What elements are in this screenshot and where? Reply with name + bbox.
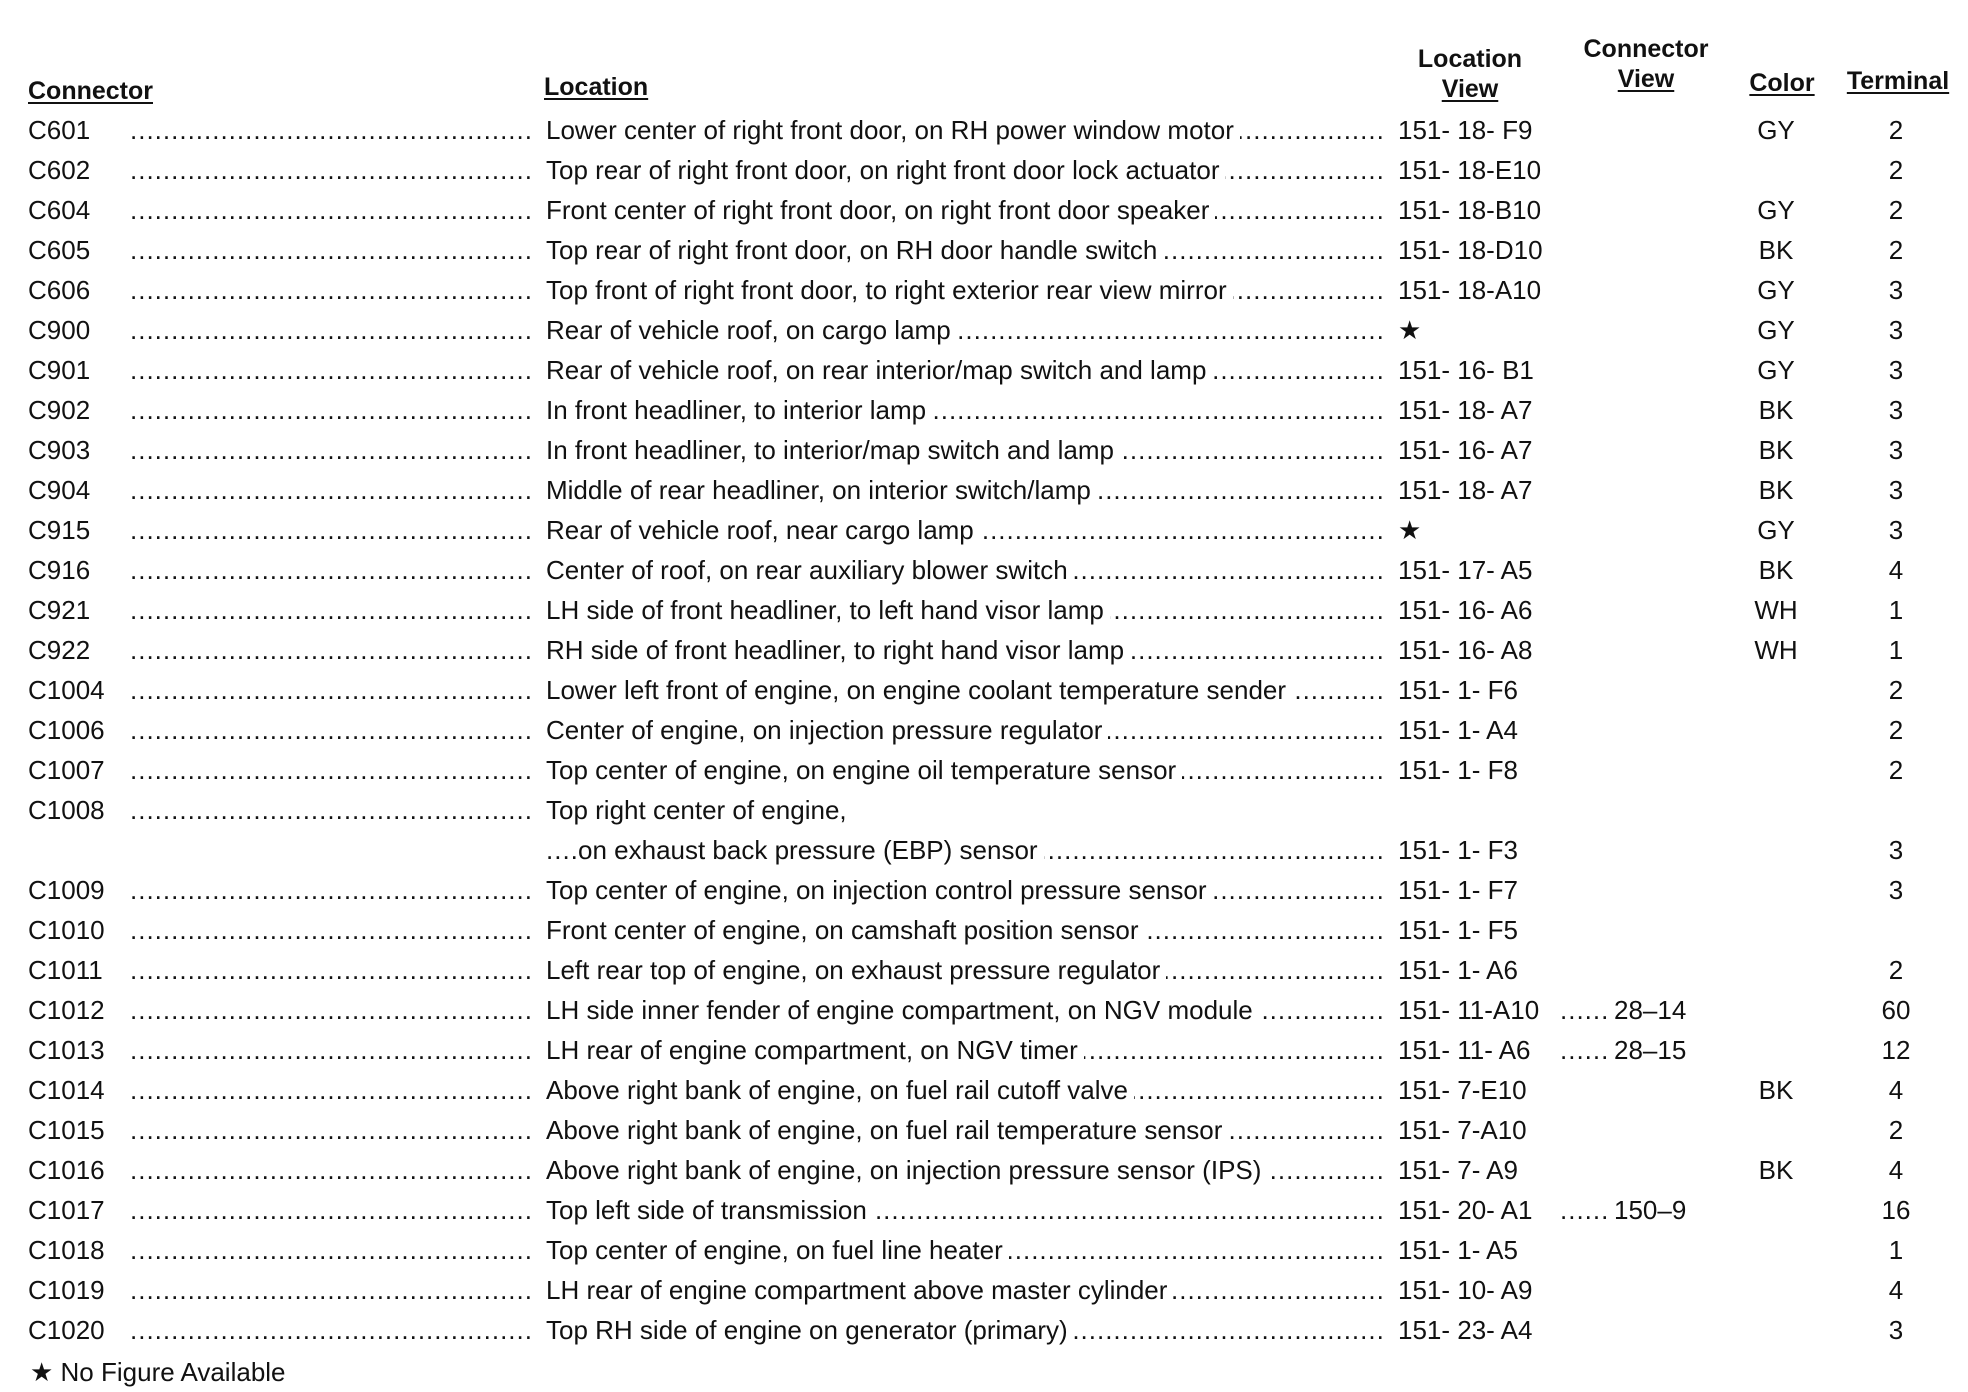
leader-dots xyxy=(130,990,532,1030)
connector-id: C1016 xyxy=(28,1155,105,1185)
connector-id: C1004 xyxy=(28,675,105,705)
leader-dots xyxy=(1560,1030,1606,1070)
connector-id: C1020 xyxy=(28,1315,105,1345)
table-row xyxy=(0,310,1968,350)
wire-color: GY xyxy=(1757,515,1795,545)
table-row xyxy=(0,1270,1968,1310)
connector-view: 28–14 xyxy=(1614,995,1687,1025)
location-text: Top front of right front door, to right exterior rear view mirror xyxy=(546,270,1233,310)
terminal-count: 2 xyxy=(1888,235,1904,265)
connector-id: C903 xyxy=(28,435,91,465)
location-text: Front center of right front door, on right front door speaker xyxy=(546,190,1215,230)
leader-dots xyxy=(1560,990,1606,1030)
location-view: 151- 18-B10 xyxy=(1398,195,1542,225)
location-view: 151- 10- A9 xyxy=(1398,1275,1533,1305)
table-row xyxy=(0,190,1968,230)
leader-dots xyxy=(130,1270,532,1310)
wire-color: GY xyxy=(1757,115,1795,145)
location-text: Lower center of right front door, on RH power window motor xyxy=(546,110,1240,150)
connector-id: C1012 xyxy=(28,995,105,1025)
location-text: In front headliner, to interior lamp xyxy=(546,390,932,430)
leader-dots xyxy=(130,630,532,670)
terminal-count: 1 xyxy=(1888,595,1904,625)
leader-dots xyxy=(130,710,532,750)
connector-id: C601 xyxy=(28,115,91,145)
wire-color: GY xyxy=(1757,355,1795,385)
location-text: Center of roof, on rear auxiliary blower switch xyxy=(546,550,1074,590)
leader-dots xyxy=(130,190,532,230)
terminal-count: 3 xyxy=(1888,1315,1904,1345)
terminal-count: 4 xyxy=(1888,1155,1904,1185)
leader-dots xyxy=(130,1310,532,1350)
terminal-count: 3 xyxy=(1888,435,1904,465)
leader-dots xyxy=(130,670,532,710)
table-row xyxy=(0,670,1968,710)
leader-dots xyxy=(130,950,532,990)
location-view: 151- 18- A7 xyxy=(1398,475,1533,505)
leader-dots xyxy=(130,910,532,950)
location-view: 151- 7-A10 xyxy=(1398,1115,1527,1145)
location-text: LH side inner fender of engine compartment, on NGV module xyxy=(546,990,1259,1030)
connector-id: C1010 xyxy=(28,915,105,945)
terminal-count: 2 xyxy=(1888,955,1904,985)
connector-view: 28–15 xyxy=(1614,1035,1687,1065)
table-row xyxy=(0,470,1968,510)
table-row xyxy=(0,430,1968,470)
location-view: 151- 1- F3 xyxy=(1398,835,1518,865)
wire-color: GY xyxy=(1757,315,1795,345)
location-text: on exhaust back pressure (EBP) sensor xyxy=(578,830,1044,870)
location-view: 151- 7-E10 xyxy=(1398,1075,1527,1105)
location-view: 151- 1- A4 xyxy=(1398,715,1518,745)
header-location-view-line2: View xyxy=(1441,75,1499,103)
location-view: ★ xyxy=(1398,315,1422,345)
connector-id: C1017 xyxy=(28,1195,105,1225)
location-view: 151- 18- F9 xyxy=(1398,115,1533,145)
connector-id: C900 xyxy=(28,315,91,345)
wire-color: BK xyxy=(1758,435,1794,465)
header-location-view-line1: Location xyxy=(1417,45,1523,73)
table-row xyxy=(0,590,1968,630)
leader-dots xyxy=(130,510,532,550)
location-text: Above right bank of engine, on injection pressure sensor (IPS) xyxy=(546,1150,1267,1190)
leader-dots xyxy=(130,470,532,510)
connector-view: 150–9 xyxy=(1614,1195,1687,1225)
table-row xyxy=(0,550,1968,590)
location-view: 151- 18-D10 xyxy=(1398,235,1543,265)
connector-id: C605 xyxy=(28,235,91,265)
header-location-view xyxy=(1400,44,1540,104)
table-row xyxy=(0,390,1968,430)
table-row xyxy=(0,830,1968,870)
leader-dots xyxy=(130,1150,532,1190)
connector-id: C922 xyxy=(28,635,91,665)
header-location: Location xyxy=(544,73,649,101)
location-view: 151- 16- A8 xyxy=(1398,635,1533,665)
table-row xyxy=(0,710,1968,750)
leader-dots xyxy=(130,1190,532,1230)
location-view: 151- 16- A6 xyxy=(1398,595,1533,625)
terminal-count: 4 xyxy=(1888,1075,1904,1105)
terminal-count: 1 xyxy=(1888,635,1904,665)
terminal-count: 2 xyxy=(1888,195,1904,225)
terminal-count: 2 xyxy=(1888,1115,1904,1145)
location-text: Above right bank of engine, on fuel rail temperature sensor xyxy=(546,1110,1228,1150)
connector-id: C1013 xyxy=(28,1035,105,1065)
terminal-count: 12 xyxy=(1881,1035,1911,1065)
leader-dots xyxy=(130,550,532,590)
wire-color: WH xyxy=(1754,595,1798,625)
connector-id: C915 xyxy=(28,515,91,545)
leader-dots xyxy=(130,390,532,430)
table-row xyxy=(0,150,1968,190)
connector-id: C902 xyxy=(28,395,91,425)
connector-id: C921 xyxy=(28,595,91,625)
location-view: 151- 11-A10 xyxy=(1398,995,1540,1025)
wire-color: GY xyxy=(1757,275,1795,305)
leader-dots xyxy=(130,430,532,470)
wire-color: BK xyxy=(1758,235,1794,265)
terminal-count: 2 xyxy=(1888,115,1904,145)
terminal-count: 3 xyxy=(1888,315,1904,345)
table-row xyxy=(0,910,1968,950)
header-terminal: Terminal xyxy=(1846,67,1950,95)
terminal-count: 60 xyxy=(1881,995,1911,1025)
location-text: Rear of vehicle roof, near cargo lamp xyxy=(546,510,980,550)
terminal-count: 2 xyxy=(1888,715,1904,745)
leader-dots xyxy=(130,270,532,310)
leader-dots xyxy=(1560,1190,1606,1230)
location-text: In front headliner, to interior/map switch and lamp xyxy=(546,430,1120,470)
location-view: 151- 11- A6 xyxy=(1398,1035,1531,1065)
table-row xyxy=(0,1030,1968,1070)
leader-dots xyxy=(130,750,532,790)
location-view: 151- 1- A6 xyxy=(1398,955,1518,985)
connector-id: C604 xyxy=(28,195,91,225)
location-text: LH rear of engine compartment above master cylinder xyxy=(546,1270,1173,1310)
table-row xyxy=(0,1110,1968,1150)
footnote: ★ No Figure Available xyxy=(30,1357,286,1387)
terminal-count: 4 xyxy=(1888,555,1904,585)
terminal-count: 3 xyxy=(1888,515,1904,545)
leader-dots xyxy=(130,590,532,630)
location-text: Top RH side of engine on generator (primary) xyxy=(546,1310,1074,1350)
terminal-count: 3 xyxy=(1888,275,1904,305)
location-view: 151- 18-A10 xyxy=(1398,275,1542,305)
header-connector-view xyxy=(1576,34,1716,94)
location-text: Top right center of engine, xyxy=(546,790,853,830)
leader-dots xyxy=(130,350,532,390)
location-text: Middle of rear headliner, on interior switch/lamp xyxy=(546,470,1097,510)
connector-id: C1011 xyxy=(28,955,103,985)
table-row xyxy=(0,870,1968,910)
location-view: 151- 17- A5 xyxy=(1398,555,1533,585)
location-view: 151- 1- F5 xyxy=(1398,915,1518,945)
location-text: Top rear of right front door, on RH door handle switch xyxy=(546,230,1163,270)
table-row xyxy=(0,950,1968,990)
location-view: 151- 1- A5 xyxy=(1398,1235,1518,1265)
header-connector-view-line2: View xyxy=(1617,65,1675,93)
wire-color: BK xyxy=(1758,1075,1794,1105)
location-view: 151- 23- A4 xyxy=(1398,1315,1533,1345)
table-row xyxy=(0,230,1968,270)
table-row xyxy=(0,1070,1968,1110)
table-row xyxy=(0,1230,1968,1270)
location-view: 151- 18-E10 xyxy=(1398,155,1542,185)
table-row xyxy=(0,630,1968,670)
table-row xyxy=(0,990,1968,1030)
leader-dots xyxy=(130,150,532,190)
connector-id: C1006 xyxy=(28,715,105,745)
location-view: 151- 7- A9 xyxy=(1398,1155,1518,1185)
connector-id: C1014 xyxy=(28,1075,105,1105)
terminal-count: 1 xyxy=(1888,1235,1904,1265)
connector-id: C1018 xyxy=(28,1235,105,1265)
table-row xyxy=(0,350,1968,390)
terminal-count: 3 xyxy=(1888,475,1904,505)
location-view: ★ xyxy=(1398,515,1422,545)
table-row xyxy=(0,1310,1968,1350)
terminal-count: 4 xyxy=(1888,1275,1904,1305)
leader-dots xyxy=(130,310,532,350)
connector-id: C1009 xyxy=(28,875,105,905)
connector-id: C916 xyxy=(28,555,91,585)
location-text: Lower left front of engine, on engine coolant temperature sender xyxy=(546,670,1292,710)
terminal-count: 3 xyxy=(1888,875,1904,905)
location-view: 151- 20- A1 xyxy=(1398,1195,1533,1225)
connector-id: C602 xyxy=(28,155,91,185)
location-text: Center of engine, on injection pressure regulator xyxy=(546,710,1108,750)
wire-color: WH xyxy=(1754,635,1798,665)
wire-color: BK xyxy=(1758,555,1794,585)
location-text: Above right bank of engine, on fuel rail cutoff valve xyxy=(546,1070,1134,1110)
location-view: 151- 16- A7 xyxy=(1398,435,1533,465)
terminal-count: 2 xyxy=(1888,675,1904,705)
location-text: Top center of engine, on fuel line heater xyxy=(546,1230,1009,1270)
leader-dots xyxy=(130,1070,532,1110)
location-text: Left rear top of engine, on exhaust pressure regulator xyxy=(546,950,1166,990)
location-text: Rear of vehicle roof, on rear interior/map switch and lamp xyxy=(546,350,1212,390)
leader-dots xyxy=(130,870,532,910)
connector-id: C606 xyxy=(28,275,91,305)
terminal-count: 2 xyxy=(1888,155,1904,185)
header-connector: Connector xyxy=(28,77,153,105)
leader-dots xyxy=(130,110,532,150)
wire-color: BK xyxy=(1758,475,1794,505)
table-row xyxy=(0,790,1968,830)
location-text: Front center of engine, on camshaft position sensor xyxy=(546,910,1145,950)
wire-color: GY xyxy=(1757,195,1795,225)
location-view: 151- 18- A7 xyxy=(1398,395,1533,425)
header-connector-view-line1: Connector xyxy=(1583,35,1709,63)
location-text: LH rear of engine compartment, on NGV timer xyxy=(546,1030,1084,1070)
connector-id: C1015 xyxy=(28,1115,105,1145)
table-row xyxy=(0,110,1968,150)
table-row xyxy=(0,1150,1968,1190)
location-view: 151- 1- F7 xyxy=(1398,875,1518,905)
terminal-count: 2 xyxy=(1888,755,1904,785)
leader-dots xyxy=(130,230,532,270)
leader-dots xyxy=(130,790,532,830)
connector-id: C901 xyxy=(28,355,91,385)
wire-color: BK xyxy=(1758,395,1794,425)
connector-id: C1007 xyxy=(28,755,105,785)
leader-dots xyxy=(130,1030,532,1070)
location-text: RH side of front headliner, to right hand visor lamp xyxy=(546,630,1130,670)
table-row xyxy=(0,270,1968,310)
leader-dots xyxy=(130,1230,532,1270)
terminal-count: 3 xyxy=(1888,395,1904,425)
terminal-count: 3 xyxy=(1888,355,1904,385)
leader-dots xyxy=(130,1110,532,1150)
location-text: Top center of engine, on engine oil temperature sensor xyxy=(546,750,1182,790)
connector-id: C904 xyxy=(28,475,91,505)
table-row xyxy=(0,510,1968,550)
connector-id: C1019 xyxy=(28,1275,105,1305)
location-view: 151- 16- B1 xyxy=(1398,355,1534,385)
location-text: LH side of front headliner, to left hand visor lamp xyxy=(546,590,1110,630)
header-color: Color xyxy=(1749,69,1815,97)
terminal-count: 3 xyxy=(1888,835,1904,865)
wire-color: BK xyxy=(1758,1155,1794,1185)
location-text: Top center of engine, on injection control pressure sensor xyxy=(546,870,1213,910)
location-view: 151- 1- F8 xyxy=(1398,755,1518,785)
location-text: Top rear of right front door, on right front door lock actuator xyxy=(546,150,1225,190)
table-row xyxy=(0,750,1968,790)
table-row xyxy=(0,1190,1968,1230)
location-view: 151- 1- F6 xyxy=(1398,675,1518,705)
location-text: Rear of vehicle roof, on cargo lamp xyxy=(546,310,957,350)
location-text: Top left side of transmission xyxy=(546,1190,873,1230)
connector-id: C1008 xyxy=(28,795,105,825)
terminal-count: 16 xyxy=(1881,1195,1911,1225)
